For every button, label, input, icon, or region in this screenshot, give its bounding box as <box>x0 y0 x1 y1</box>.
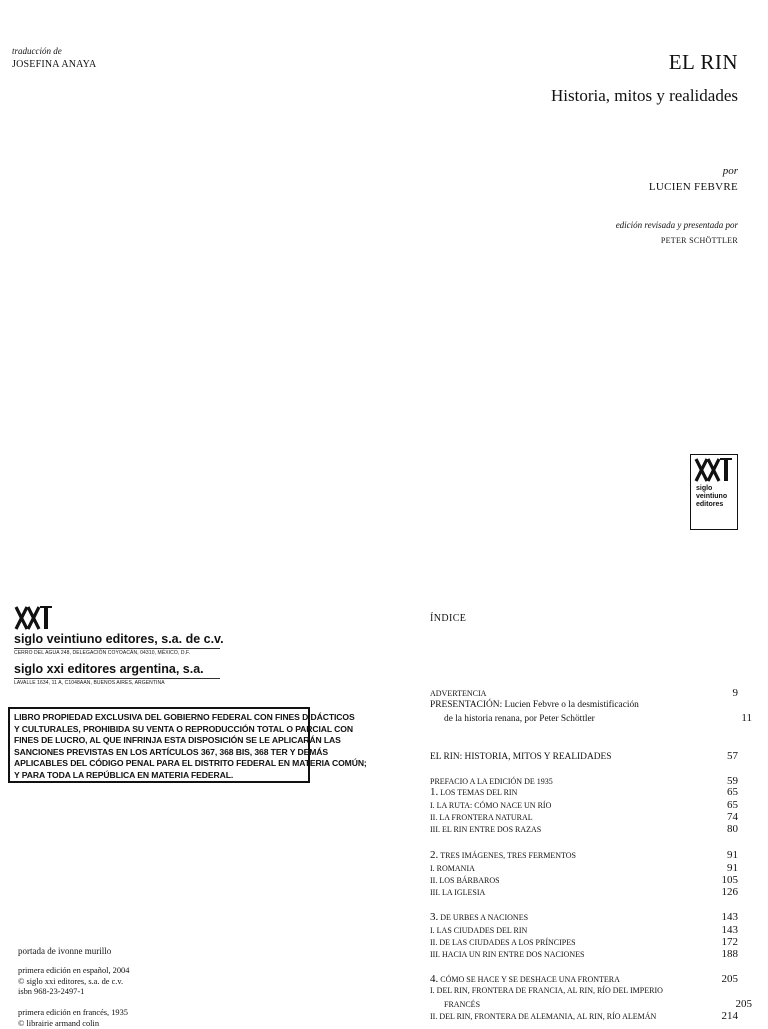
toc-page: 143 <box>722 924 739 936</box>
chapter-title: CÓMO SE HACE Y SE DESHACE UNA FRONTERA <box>440 975 620 984</box>
toc-entry[interactable] <box>430 712 752 724</box>
toc-label: II. LOS BÁRBAROS <box>430 876 500 885</box>
chapter-title: TRES IMÁGENES, TRES FERMENTOS <box>440 851 576 860</box>
toc-entry[interactable] <box>430 998 752 1010</box>
translation-label: traducción de <box>12 46 62 56</box>
toc-label: III. LA IGLESIA <box>430 888 485 897</box>
publisher-name-argentina: siglo xxi editores argentina, s.a. <box>14 662 204 676</box>
toc-page: 188 <box>722 948 739 960</box>
publisher-logo-text <box>696 485 736 509</box>
toc-page: 172 <box>722 936 739 948</box>
toc-label: I. DEL RIN, FRONTERA DE FRANCIA, AL RIN, RÍO DEL IMPERIO <box>430 986 663 995</box>
toc-label: II. LA FRONTERA NATURAL <box>430 813 533 822</box>
stamp-line: SANCIONES PREVISTAS EN LOS ARTÍCULOS 367, 368 BIS, 368 TER Y DEMÁS <box>14 747 304 759</box>
imprint-line: primera edición en español, 2004 <box>18 966 129 977</box>
chapter-number: 3. <box>430 911 438 923</box>
toc-label <box>430 786 517 798</box>
logo-line: editores <box>696 501 736 509</box>
toc-page: 11 <box>741 712 752 724</box>
logo-line: veintiuno <box>696 493 736 501</box>
toc-page: 91 <box>727 849 738 861</box>
toc-label: III. HACIA UN RIN ENTRE DOS NACIONES <box>430 950 584 959</box>
toc-entry[interactable] <box>430 799 738 811</box>
stamp-line: FINES DE LUCRO, AL QUE INFRINJA ESTA DISPOSICIÓN SE LE APLICARÁN LAS <box>14 735 304 747</box>
toc-entry[interactable] <box>430 911 738 923</box>
government-property-stamp <box>8 707 310 783</box>
toc-page: 205 <box>736 998 753 1010</box>
toc-page: 74 <box>727 811 738 823</box>
toc-label: I. LAS CIUDADES DEL RIN <box>430 926 527 935</box>
siglo-xxi-logo-icon <box>14 605 54 631</box>
toc-label: III. EL RIN ENTRE DOS RAZAS <box>430 825 541 834</box>
imprint-line <box>18 998 129 1009</box>
stamp-line: Y PARA TODA LA REPÚBLICA EN MATERIA FEDERAL. <box>14 770 304 782</box>
chapter-title: DE URBES A NACIONES <box>440 913 528 922</box>
toc-page: 143 <box>722 911 739 923</box>
toc-entry[interactable] <box>430 700 738 710</box>
chapter-number: 1. <box>430 786 438 798</box>
toc-page: 214 <box>722 1010 739 1022</box>
publisher-name-mexico: siglo veintiuno editores, s.a. de c.v. <box>14 632 224 646</box>
toc-entry[interactable] <box>430 750 738 762</box>
toc-entry[interactable] <box>430 936 738 948</box>
toc-page: 80 <box>727 823 738 835</box>
toc-page: 59 <box>727 775 738 787</box>
toc-page: 65 <box>727 786 738 798</box>
book-subtitle: Historia, mitos y realidades <box>551 86 738 106</box>
toc-entry[interactable] <box>430 924 738 936</box>
toc-entry[interactable] <box>430 973 738 985</box>
toc-entry[interactable] <box>430 948 738 960</box>
toc-label: I. ROMANIA <box>430 864 475 873</box>
stamp-line: LIBRO PROPIEDAD EXCLUSIVA DEL GOBIERNO FEDERAL CON FINES DIDÁCTICOS <box>14 712 304 724</box>
toc-label: ADVERTENCIA <box>430 689 486 698</box>
toc-entry[interactable] <box>430 786 738 798</box>
imprint-line: © siglo xxi editores, s.a. de c.v. <box>18 977 129 988</box>
editor-name: PETER SCHÖTTLER <box>661 236 738 245</box>
book-title: EL RIN <box>669 50 738 75</box>
toc-page: 57 <box>727 750 738 762</box>
toc-page: 126 <box>722 886 739 898</box>
toc-page: 105 <box>722 874 739 886</box>
stamp-line: APLICABLES DEL CÓDIGO PENAL PARA EL DISTRITO FEDERAL EN MATERIA COMÚN; <box>14 758 304 770</box>
toc-label <box>430 911 528 923</box>
toc-label: II. DEL RIN, FRONTERA DE ALEMANIA, AL RIN, RÍO ALEMÁN <box>430 1012 656 1021</box>
toc-label: I. LA RUTA: CÓMO NACE UN RÍO <box>430 801 551 810</box>
cover-credit: portada de ivonne murillo <box>18 946 111 956</box>
toc-entry[interactable] <box>430 862 738 874</box>
toc-label: PRESENTACIÓN: Lucien Febvre o la desmistificación <box>430 700 639 710</box>
publisher-address-mexico: CERRO DEL AGUA 248, DELEGACIÓN COYOACÁN, 04310, MÉXICO, D.F. <box>14 650 190 656</box>
toc-entry[interactable] <box>430 986 738 995</box>
imprint-line: isbn 968-23-2497-1 <box>18 987 129 998</box>
toc-label: II. DE LAS CIUDADES A LOS PRÍNCIPES <box>430 938 576 947</box>
by-label: por <box>723 165 738 177</box>
chapter-number: 2. <box>430 849 438 861</box>
toc-entry[interactable] <box>430 823 738 835</box>
toc-label <box>430 849 576 861</box>
toc-label: FRANCÉS <box>444 1000 480 1009</box>
imprint-line: primera edición en francés, 1935 <box>18 1008 129 1019</box>
translator-name: JOSEFINA ANAYA <box>12 59 96 70</box>
toc-entry[interactable] <box>430 849 738 861</box>
siglo-xxi-logo-icon <box>694 457 734 483</box>
publisher-logo-box <box>690 454 738 530</box>
logo-line: siglo <box>696 485 736 493</box>
imprint-block <box>18 966 129 1029</box>
toc-page: 91 <box>727 862 738 874</box>
toc-page: 65 <box>727 799 738 811</box>
index-title: ÍNDICE <box>430 613 466 624</box>
toc-entry[interactable] <box>430 811 738 823</box>
author-name: LUCIEN FEBVRE <box>649 181 738 193</box>
toc-entry[interactable] <box>430 687 738 699</box>
edition-label: edición revisada y presentada por <box>616 220 738 230</box>
toc-page: 205 <box>722 973 739 985</box>
toc-label: PREFACIO A LA EDICIÓN DE 1935 <box>430 777 553 786</box>
toc-entry[interactable] <box>430 886 738 898</box>
toc-label: EL RIN: HISTORIA, MITOS Y REALIDADES <box>430 752 611 762</box>
divider <box>14 648 220 649</box>
toc-entry[interactable] <box>430 1010 738 1022</box>
publisher-address-argentina: LAVALLE 1634, 11 A, C1048AAN, BUENOS AIRES, ARGENTINA <box>14 680 165 686</box>
toc-entry[interactable] <box>430 874 738 886</box>
stamp-line: Y CULTURALES, PROHIBIDA SU VENTA O REPRODUCCIÓN TOTAL O PARCIAL CON <box>14 724 304 736</box>
toc-page: 9 <box>733 687 739 699</box>
toc-label <box>430 973 620 985</box>
divider <box>14 678 220 679</box>
chapter-title: LOS TEMAS DEL RIN <box>440 788 517 797</box>
chapter-number: 4. <box>430 973 438 985</box>
toc-label: de la historia renana, por Peter Schöttler <box>444 714 595 724</box>
imprint-line: © librairie armand colin <box>18 1019 129 1029</box>
